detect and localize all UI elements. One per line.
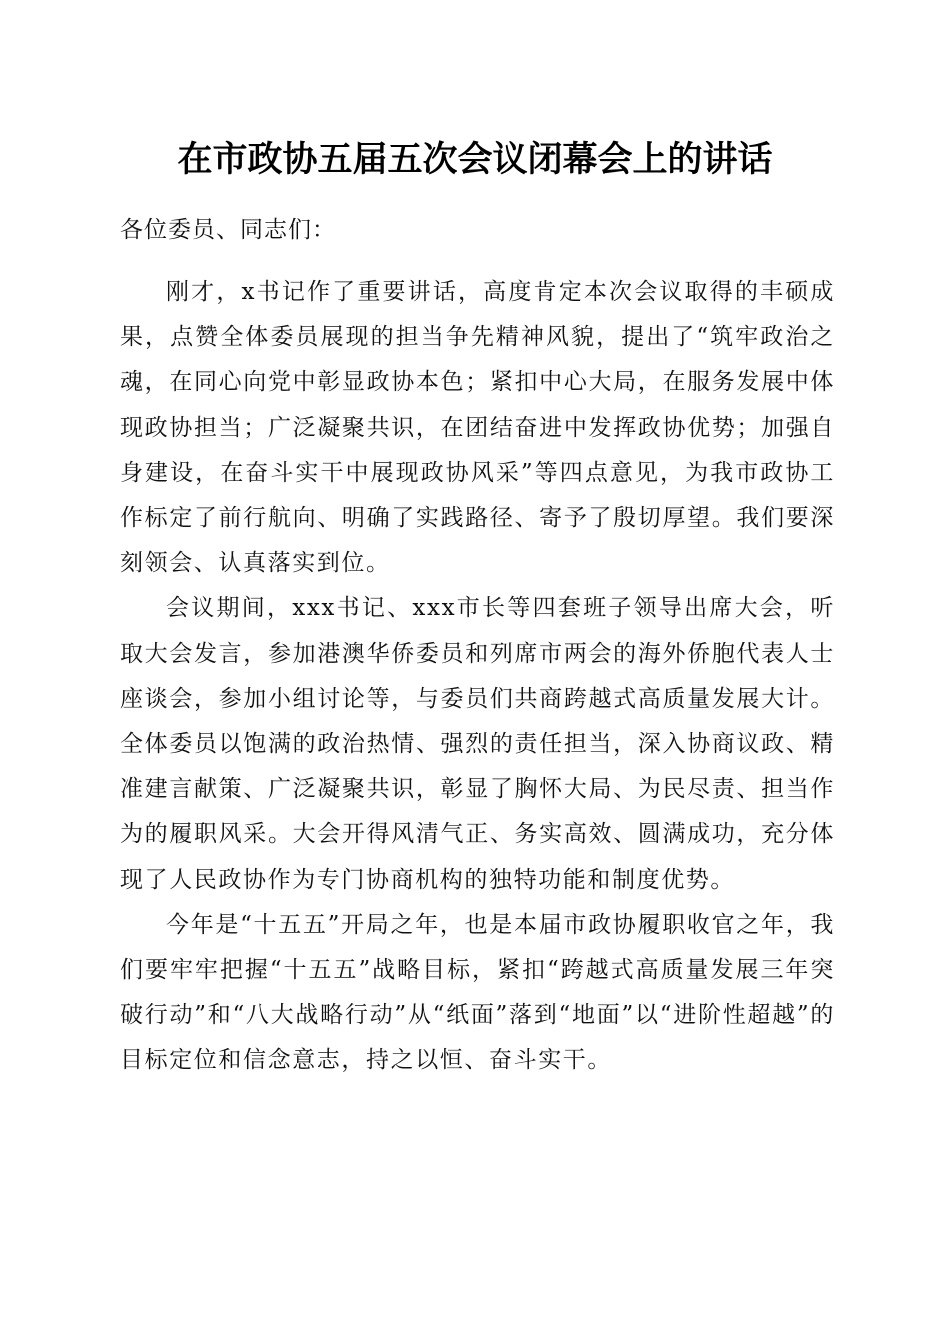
paragraph-1: 刚才，x书记作了重要讲话，高度肯定本次会议取得的丰硕成果，点赞全体委员展现的担当争先精神风貌，提出了“筑牢政治之魂，在同心向党中彰显政协本色；紧扣中心大局，在服务发展中体现政协担当；广泛凝聚共识，在团结奋进中发挥政协优势；加强自身建设，在奋斗实干中展现政协风采”等四点意见，为我市政协工作标定了前行航向、明确了实践路径、寄予了殷切厚望。我们要深刻领会、认真落实到位。 (120, 279, 835, 577)
speech-body (120, 270, 835, 1084)
page-title: 在市政协五届五次会议闭幕会上的讲话 (177, 139, 773, 180)
salutation: 各位委员、同志们： (120, 217, 336, 243)
paragraph-2: 会议期间，xxx书记、xxx市长等四套班子领导出席大会，听取大会发言，参加港澳华侨委员和列席市两会的海外侨胞代表人士座谈会，参加小组讨论等，与委员们共商跨越式高质量发展大计。全体委员以饱满的政治热情、强烈的责任担当，深入协商议政、精准建言献策、广泛凝聚共识，彰显了胸怀大局、为民尽责、担当作为的履职风采。大会开得风清气正、务实高效、圆满成功，充分体现了人民政协作为专门协商机构的独特功能和制度优势。 (120, 595, 835, 893)
paragraph-3: 今年是“十五五”开局之年，也是本届市政协履职收官之年，我们要牢牢把握“十五五”战略目标，紧扣“跨越式高质量发展三年突破行动”和“八大战略行动”从“纸面”落到“地面”以“进阶性超越”的目标定位和信念意志，持之以恒、奋斗实干。 (120, 911, 835, 1074)
